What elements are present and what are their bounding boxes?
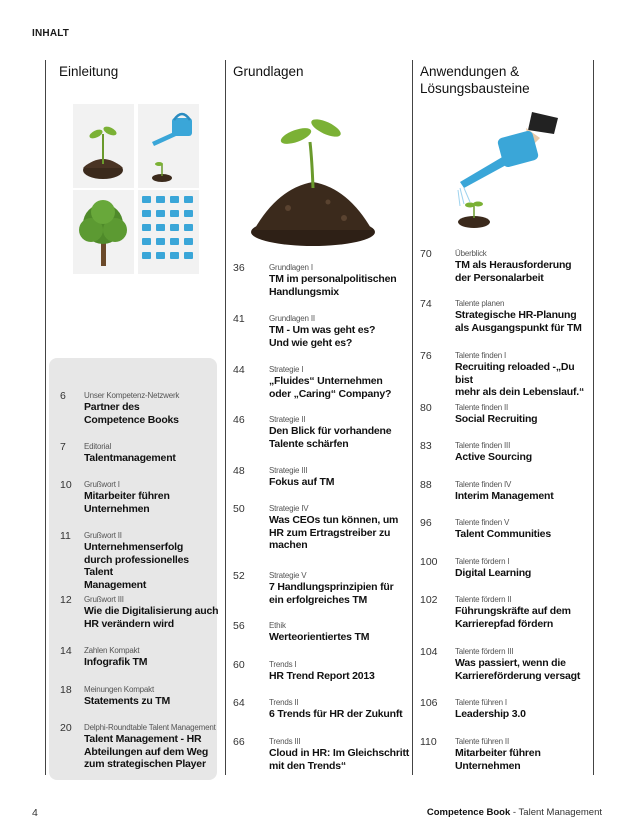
page-number: 106 (420, 697, 438, 709)
entry-title: TM im personalpolitischen Handlungsmix (269, 273, 397, 298)
entry-kicker: Talente fördern II (455, 595, 512, 604)
entry-kicker: Talente finden IV (455, 480, 512, 489)
entry-title: TM - Um was geht es? Und wie geht es? (269, 324, 376, 349)
einleitung-title: Einleitung (59, 64, 119, 79)
entry-title: 7 Handlungsprinzipien für ein erfolgreiches TM (269, 581, 394, 606)
entry-kicker: Grußwort I (84, 480, 120, 489)
entry-title: Cloud in HR: Im Gleichschritt mit den Trends“ (269, 747, 410, 772)
toc-entry[interactable] (420, 298, 592, 334)
toc-entry[interactable] (420, 594, 592, 630)
toc-entry[interactable] (60, 479, 220, 515)
toc-entry[interactable] (233, 414, 411, 450)
toc-entry[interactable] (60, 722, 220, 771)
entry-title: Werteorientiertes TM (269, 631, 370, 643)
toc-entry[interactable] (60, 684, 220, 708)
entry-title: Mitarbeiter führen Unternehmen (84, 490, 170, 515)
entry-kicker: Unser Kompetenz-Netzwerk (84, 391, 180, 400)
page-number: 44 (233, 364, 245, 376)
entry-title: Talent Management - HR Abteilungen auf dem Weg zum strategischen Player (84, 733, 209, 770)
toc-entry[interactable] (233, 364, 411, 400)
sprout-icon (73, 104, 134, 188)
page-number: 66 (233, 736, 245, 748)
page-number: 20 (60, 722, 72, 734)
toc-entry[interactable] (233, 465, 411, 489)
toc-entry[interactable] (233, 659, 411, 683)
page-number: 50 (233, 503, 245, 515)
page-number: 104 (420, 646, 438, 658)
page-number: 64 (233, 697, 245, 709)
book-name: Competence Book (426, 807, 511, 818)
watering-can-grid-icon (138, 190, 199, 274)
column-divider (225, 60, 226, 775)
entry-title: Strategische HR-Planung als Ausgangspunkt für TM (455, 309, 582, 334)
toc-entry[interactable] (420, 248, 592, 284)
toc-entry[interactable] (233, 697, 411, 721)
entry-kicker: Ethik (269, 621, 286, 630)
entry-title: Den Blick für vorhandene Talente schärfen (269, 425, 392, 450)
page-number: 60 (233, 659, 245, 671)
toc-entry[interactable] (420, 736, 592, 772)
sprout-tile (73, 104, 134, 188)
toc-entry[interactable] (420, 517, 592, 541)
watering-hand-image (430, 108, 560, 238)
toc-entry[interactable] (420, 479, 592, 503)
entry-title: 6 Trends für HR der Zukunft (269, 708, 403, 720)
toc-entry[interactable] (233, 570, 411, 606)
entry-title: Mitarbeiter führen Unternehmen (455, 747, 541, 772)
page-number: 11 (60, 530, 71, 542)
tree-tile (73, 190, 134, 274)
entry-title: Active Sourcing (455, 451, 532, 463)
toc-entry[interactable] (233, 313, 411, 349)
page-number: 52 (233, 570, 245, 582)
grundlagen-title: Grundlagen (233, 64, 304, 79)
toc-entry[interactable] (60, 645, 220, 669)
page-number: 88 (420, 479, 432, 491)
entry-kicker: Meinungen Kompakt (84, 685, 154, 694)
watering-can-icon (430, 108, 560, 238)
entry-kicker: Talente finden III (455, 441, 511, 450)
page-number: 110 (420, 736, 437, 748)
toc-entry[interactable] (60, 530, 220, 591)
entry-kicker: Trends II (269, 698, 299, 707)
page-number: 10 (60, 479, 72, 491)
cans-grid-tile (138, 190, 199, 274)
watering-tile (138, 104, 199, 188)
entry-kicker: Grußwort III (84, 595, 124, 604)
entry-title: Wie die Digitalisierung auch HR verändern wird (84, 605, 219, 630)
entry-kicker: Talente finden II (455, 403, 509, 412)
toc-entry[interactable] (233, 620, 411, 644)
entry-title: TM als Herausforderung der Personalarbeit (455, 259, 572, 284)
entry-kicker: Talente fördern III (455, 647, 514, 656)
page-number: 56 (233, 620, 245, 632)
entry-kicker: Grundlagen II (269, 314, 315, 323)
entry-kicker: Talente führen I (455, 698, 507, 707)
page-number: 76 (420, 350, 432, 362)
entry-kicker: Editorial (84, 442, 112, 451)
page-number: 7 (60, 441, 66, 453)
page-number: 12 (60, 594, 72, 606)
column-divider (593, 60, 594, 775)
entry-title: Social Recruiting (455, 413, 538, 425)
footer-separator: - (510, 807, 519, 818)
page-number: 14 (60, 645, 72, 657)
entry-kicker: Trends I (269, 660, 297, 669)
entry-title: „Fluides“ Unternehmen oder „Caring“ Company? (269, 375, 392, 400)
sprout-icon (248, 110, 378, 250)
entry-title: Interim Management (455, 490, 554, 502)
entry-kicker: Grundlagen I (269, 263, 313, 272)
soil-sprout-image (248, 110, 378, 250)
toc-entry[interactable] (60, 594, 220, 630)
entry-kicker: Trends III (269, 737, 301, 746)
entry-title: Führungskräfte auf dem Karrierepfad fördern (455, 605, 571, 630)
toc-entry[interactable] (233, 503, 411, 552)
toc-entry[interactable] (420, 646, 592, 682)
page-number: 80 (420, 402, 432, 414)
page-number: 48 (233, 465, 245, 477)
entry-kicker: Grußwort II (84, 531, 122, 540)
footer-book-info (427, 807, 602, 818)
column-divider (412, 60, 413, 775)
page-number: 36 (233, 262, 245, 274)
page-number: 46 (233, 414, 245, 426)
page-number: 100 (420, 556, 438, 568)
page-number: 96 (420, 517, 432, 529)
page-number-footer: 4 (32, 807, 38, 819)
entry-kicker: Überblick (455, 249, 487, 258)
entry-kicker: Talente finden V (455, 518, 510, 527)
toc-entry[interactable] (60, 441, 220, 465)
page-number: 102 (420, 594, 438, 606)
entry-title: Recruiting reloaded -„Du bist mehr als dein Lebenslauf.“ (455, 361, 585, 398)
page-number: 18 (60, 684, 72, 696)
page-number: 41 (233, 313, 245, 325)
page-number: 74 (420, 298, 432, 310)
entry-title: HR Trend Report 2013 (269, 670, 375, 682)
watering-can-icon (138, 104, 199, 188)
entry-kicker: Zahlen Kompakt (84, 646, 140, 655)
entry-title: Talentmanagement (84, 452, 176, 464)
entry-kicker: Strategie V (269, 571, 307, 580)
entry-title: Infografik TM (84, 656, 148, 668)
section-header: INHALT (32, 28, 70, 39)
entry-title: Unternehmenserfolg durch professionelles Talent Management (84, 541, 189, 591)
entry-kicker: Strategie I (269, 365, 304, 374)
anwendungen-title: Anwendungen & Lösungsbausteine (420, 64, 530, 96)
tree-icon (73, 190, 134, 274)
toc-entry[interactable] (233, 262, 411, 298)
entry-title: Fokus auf TM (269, 476, 335, 488)
entry-title: Was passiert, wenn die Karriereförderung versagt (455, 657, 581, 682)
entry-title: Digital Learning (455, 567, 532, 579)
toc-entry[interactable] (420, 402, 592, 426)
toc-entry[interactable] (233, 736, 411, 772)
page-number: 83 (420, 440, 432, 452)
page-number: 70 (420, 248, 432, 260)
page-number: 6 (60, 390, 66, 402)
entry-kicker: Talente führen II (455, 737, 509, 746)
entry-kicker: Delphi-Roundtable Talent Management (84, 723, 216, 732)
entry-title: Leadership 3.0 (455, 708, 526, 720)
entry-kicker: Talente fördern I (455, 557, 510, 566)
toc-entry[interactable] (420, 350, 592, 399)
entry-title: Statements zu TM (84, 695, 171, 707)
entry-title: Talent Communities (455, 528, 551, 540)
toc-entry[interactable] (420, 556, 592, 580)
entry-kicker: Strategie III (269, 466, 308, 475)
entry-kicker: Talente finden I (455, 351, 507, 360)
entry-kicker: Strategie IV (269, 504, 309, 513)
column-divider (45, 60, 46, 775)
entry-kicker: Strategie II (269, 415, 306, 424)
toc-entry[interactable] (420, 440, 592, 464)
entry-title: Partner des Competence Books (84, 401, 179, 426)
entry-title: Was CEOs tun können, um HR zum Ertragstreiber zu machen (269, 514, 399, 551)
toc-entry[interactable] (420, 697, 592, 721)
book-topic: Talent Management (518, 807, 602, 818)
toc-entry[interactable] (60, 390, 220, 426)
entry-kicker: Talente planen (455, 299, 505, 308)
